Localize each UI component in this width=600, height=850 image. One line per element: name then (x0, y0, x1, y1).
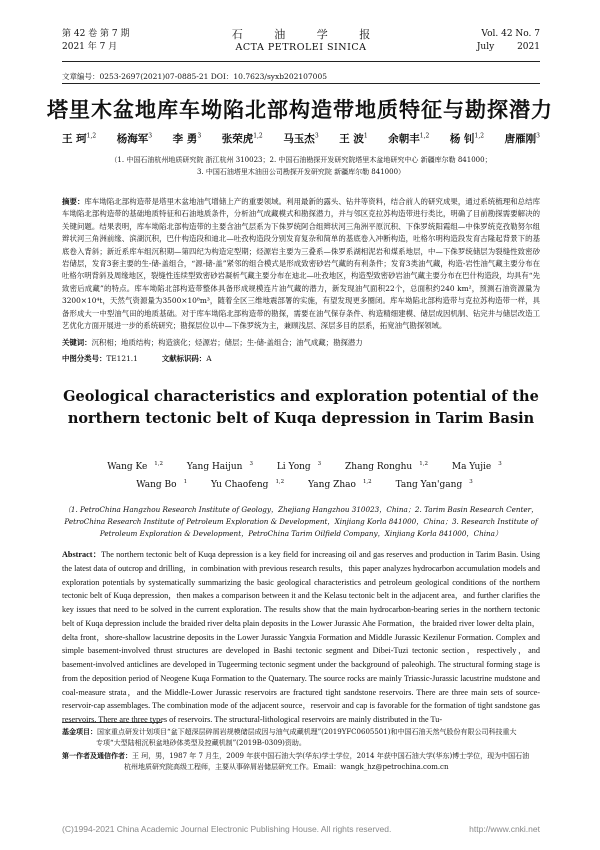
fund-note (62, 727, 540, 749)
fund-line-2: 专项“大型陆相沉积盆地砂体类型及控藏机制”(2019B-0309)资助。 (96, 739, 306, 747)
journal-name-cn: 石 油 学 报 (231, 28, 385, 41)
date-en: July 2021 (476, 42, 540, 52)
cnki-link[interactable]: http://www.cnki.net (469, 824, 540, 834)
author-en: Zhang Ronghu $^{1,2}$ (345, 461, 428, 472)
title-en: Geological characteristics and exploration potential of the northern tectonic belt of Kuqa depression in Tarim Basin (63, 388, 539, 427)
article-meta: 文章编号：0253-2697(2021)07-0885-21 DOI：10.7623/syxb202107005 (62, 72, 328, 81)
header-rule (62, 61, 540, 62)
abstract-cn-label: 摘要： (62, 197, 85, 206)
doc-code: A (206, 354, 212, 363)
author-cn: 杨海军$^3$ (116, 132, 153, 145)
author-cn: 余朝丰$^{1,2}$ (388, 132, 430, 145)
keywords-cn-label: 关键词： (62, 338, 92, 347)
author-cn: 马玉杰$^3$ (283, 132, 319, 145)
author-en: Yang Zhao $^{1,2}$ (308, 479, 372, 490)
footnote-rule (62, 722, 162, 723)
doc-code-label: 文献标识码： (161, 354, 207, 363)
abstract-cn-text: 库车坳陷北部构造带是塔里木盆地油气增储上产的重要领域。利用最新的露头、钻井等资料，结合前人的研究成果，通过系统梳理和总结库车坳陷北部构造带的基础地质特征和石油地质条件，分析油气成藏模式和勘探潜力，并与邻区克拉苏构造带进行类比，明确了目前勘探需要解决的关键问题。结果表明，库车坳陷北部构造带的主要含油气层系为下侏罗统阿合组辫状河三角洲平原沉积、下侏罗统阳霞组—中侏罗统克孜勒努尔组辫状河三角洲前缘、滨湖沉积，巴什构造段和迪北—吐孜构造段分别发育复杂和简单的基底卷入冲断构造，吐格尔明构造段发育古隆起背景下的基底卷入背斜；新近系库车组沉积期—第四纪为构造定型期；烃源岩主要为三叠系—侏罗系湖相泥岩和煤系地层，中—下侏罗统储层为裂缝性致密砂岩储层，发育3套主要的生-储-盖组合，“源-储-盖”紧邻的组合模式是形成致密砂岩气藏的有利条件；发育3类油气藏，构造-岩性油气藏主要分布在吐格尔明背斜及周缘地区，裂缝性连续型致密砂岩凝析气藏主要分布在迪北—吐孜地区，构造型致密砂岩油气藏主要分布在巴什构造段，均具有“先致密后成藏”的特点。库车坳陷北部构造带整体具备形成规模连片油气藏的潜力，新发现油气面积22个，总面积约240 km²，预测石油资源量为3200×10⁴t，天然气资源量为3500×10⁸m³，随着全区三维地震部署的实施，有望发现更多圈闭。库车坳陷北部构造带与克拉苏构造带一样，具备形成大一中型油气田的地质基础。对于库车坳陷北部构造带的勘探，需要在油气保存条件、构造精细建模、储层成因机制、钻完井与储层改造工艺优化方面开展进一步的系统研究；勘探层位以中—下侏罗统为主，兼顾浅层、深层多目的层系，拓宽油气勘探领域。 (62, 197, 540, 331)
author-note-label: 第一作者及通信作者： (62, 752, 132, 760)
copyright-text: (C)1994-2021 China Academic Journal Electronic Publishing House. All rights reserved. (62, 824, 392, 834)
author-cn: 杨 钊$^{1,2}$ (449, 132, 485, 145)
title-cn: 塔里木盆地库车坳陷北部构造带地质特征与勘探潜力 (47, 98, 553, 122)
author-cn: 张荣虎$^{1,2}$ (221, 132, 263, 145)
abstract-cn (62, 196, 540, 331)
affiliation-cn-line-2: 3. 中国石油塔里木油田公司勘探开发研究院 新疆库尔勒 841000） (196, 168, 406, 176)
affiliation-cn-line-1: （1. 中国石油杭州地质研究院 浙江杭州 310023；2. 中国石油勘探开发研究院塔里木盆地研究中心 新疆库尔勒 841000； (110, 156, 492, 164)
authors-cn (62, 131, 540, 146)
author-en: Yu Chaofeng $^{1,2}$ (210, 479, 285, 490)
author-en: Wang Ke $^{1,2}$ (107, 461, 164, 472)
author-cn: 唐雁刚$^3$ (504, 132, 540, 145)
volume-en: Vol. 42 No. 7 (481, 29, 540, 39)
author-cn: 李 勇$^3$ (172, 132, 202, 145)
author-cn: 王 波$^1$ (339, 132, 368, 145)
date-cn: 2021 年 7 月 (62, 42, 118, 52)
abstract-en-label: Abstract： (62, 550, 102, 559)
class-label: 中图分类号： (62, 354, 107, 363)
author-line-2: 杭州地质研究院高级工程师，主要从事碎屑岩储层研究工作。Email：wangk_hz@petrochina.com.cn (124, 763, 449, 771)
authors-en-line-2 (62, 479, 540, 490)
author-en: Wang Bo $^1$ (136, 479, 188, 490)
fund-label: 基金项目： (62, 728, 97, 736)
volume-cn: 第 42 卷 第 7 期 (62, 29, 130, 39)
author-note (62, 751, 540, 773)
affiliations-en: （1. PetroChina Hangzhou Research Institute of Geology，Zhejiang Hangzhou 310023，China；2. Tarim Basin Research Center，PetroChina Research Institute of Petroleum Exploration & Development，Xinjiang Korla 841000，China；3. Research Institute of Petroleum Exploration & Development，PetroChina Tarim Oilfield Company，Xinjiang Korla 841000，China） (63, 505, 539, 538)
author-line-1: 王 珂，男，1987 年 7 月生，2009 年获中国石油大学(华东)学士学位，2014 年获中国石油大学(华东)博士学位，现为中国石油 (132, 752, 530, 760)
author-en: Li Yong $^3$ (276, 461, 322, 472)
abstract-en-text: The northern tectonic belt of Kuqa depression is a key field for increasing oil and gas reserves and production in Tarim Basin. Using the latest data of outcrop and drilling，in combination with previous research results，this paper analyzes hydrocarbon accumulation models and exploration potentials by systematically summarizing the basic geological characteristics and petroleum geological conditions of the northern tectonic belt of Kuqa depression，then makes a comparison between it and the Kelasu tectonic belt in the adjacent area，and further clarifies the key issues that need to be solved in the current exploration. The results show that the main hydrocarbon-bearing series in the northern tectonic belt of Kuqa depression include the braided river delta plain deposits in the Lower Jurassic Ahe Formation，the braided river lower delta plain，delta front，shore-shallow lacustrine deposits in the Lower Jurassic Yangxia Formation and Middle Jurassic Kezilenur Formation. Complex and simple basement-involved thrust structures are developed in Bashi tectonic segment and Dibei-Tuzi tectonic section，respectively，and basement-involved anticlines are developed in Tugeerming tectonic segment under the background of paleohigh. The structural forming stage is from the deposition period of Neogene Kuqa Formation to the Quaternary. The source rocks are mainly Triassic-Jurassic lacustrine mudstone and coal-measure strata，and the Middle-Lower Jurassic reservoirs are fractured tight sandstone reservoirs. There are three main sets of source-reservoir-cap assemblages. The combination mode of the adjacent source，reservoir and cap is favorable for the formation of tight sandstone gas reservoirs. There are three types of reservoirs. The structural-lithological reservoirs are mainly distributed in the Tu- (62, 550, 541, 724)
fund-line-1: 国家重点研发计划项目“盆下超深层碎屑岩规模储层成因与油气成藏机理”(2019YFC0605501)和中国石油天然气股份有限公司科技重大 (97, 728, 517, 736)
author-cn: 王 珂$^{1,2}$ (62, 132, 97, 145)
abstract-en (62, 548, 541, 724)
header-center (62, 28, 540, 54)
meta-rule (62, 83, 540, 84)
author-en: Ma Yujie $^3$ (451, 461, 502, 472)
journal-header (62, 28, 540, 62)
journal-name-en: ACTA PETROLEI SINICA (235, 42, 367, 53)
author-en: Tang Yan'gang $^3$ (395, 479, 473, 490)
classification-cn (62, 353, 540, 364)
class-code: TE121.1 (106, 354, 138, 363)
keywords-cn-text: 沉积相；地质结构；构造演化；烃源岩；储层；生-储-盖组合；油气成藏；勘探潜力 (91, 338, 363, 347)
author-en: Yang Haijun $^3$ (186, 461, 253, 472)
header-right (477, 28, 540, 54)
authors-en-line-1 (62, 461, 540, 472)
keywords-cn (62, 337, 540, 348)
